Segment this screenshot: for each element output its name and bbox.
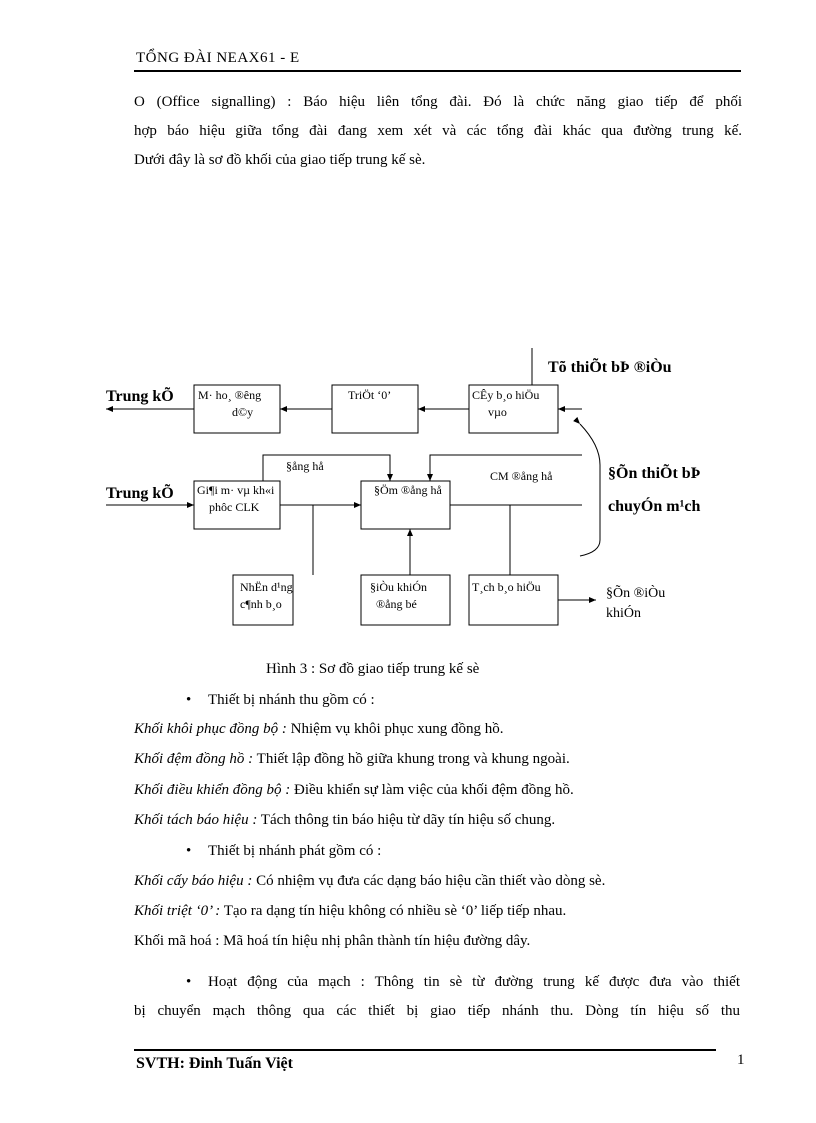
- switch-device-label-1: §Õn thiÕt bÞ: [608, 465, 701, 482]
- trunk-top-label: Trung kÕ: [106, 388, 174, 405]
- item-label: Khối điều khiển đồng bộ :: [134, 782, 291, 798]
- page-header-title: TỔNG ĐÀI NEAX61 - E: [136, 50, 300, 66]
- intro-line: hợp báo hiệu giữa tổng đài đang xem xét và các tổng đài khác qua đường trung kế.: [134, 123, 742, 139]
- footer-author: SVTH: Đinh Tuấn Việt: [136, 1055, 293, 1072]
- sync-control-label-1: §iÒu khiÓn: [370, 580, 427, 594]
- operation-line: bị chuyển mạch thông qua các thiết bị giao tiếp nhánh thu. Dòng tín hiệu số thu: [134, 1003, 740, 1019]
- intro-line: Dưới đây là sơ đồ khối của giao tiếp trung kế sè.: [134, 152, 426, 168]
- receive-item: [134, 782, 574, 799]
- receive-item: [134, 812, 555, 829]
- receive-heading: • Thiết bị nhánh thu gồm có :: [208, 692, 375, 709]
- receive-item: [134, 751, 570, 768]
- frame-sync-label-2: c¶nh b¸o: [240, 597, 282, 611]
- encoder-line: Khối mã hoá : Mã hoá tín hiệu nhị phân thành tín hiệu đường dây.: [134, 933, 531, 949]
- item-label: Khối cấy báo hiệu :: [134, 873, 253, 889]
- to-control-label-1: §Õn ®iÒu: [606, 586, 666, 601]
- trunk-bottom-label: Trung kÕ: [106, 485, 174, 502]
- intro-line: O (Office signalling) : Báo hiệu liên tổng đài. Đó là chức năng giao tiếp để phối: [134, 94, 742, 110]
- clock-line-label: §ång hå: [286, 459, 324, 473]
- item-label: Khối tách báo hiệu :: [134, 812, 258, 828]
- item-text: Nhiệm vụ khôi phục xung đồng hồ.: [286, 721, 504, 737]
- receive-item: [134, 721, 504, 738]
- operation-line: • Hoạt động của mạch : Thông tin sè từ đường trung kế được đưa vào thiết: [208, 968, 740, 997]
- encoder-label-2: d©y: [232, 405, 254, 419]
- sync-control-label-2: ®ång bé: [376, 597, 417, 611]
- page-number: 1: [737, 1052, 745, 1068]
- footer-rule: [134, 1049, 716, 1051]
- from-signal-device-label: Tõ thiÕt bÞ ®iÒu: [548, 359, 672, 376]
- item-text: Có nhiệm vụ đưa các dạng báo hiệu cần thiết vào dòng sè.: [252, 873, 606, 889]
- encoder-label-1: M· ho¸ ®êng: [198, 388, 262, 402]
- clock-buffer-label: §Öm ®ång hå: [374, 483, 442, 497]
- item-text: Tạo ra dạng tín hiệu không có nhiều sè ‘0’ liếp tiếp nhau.: [220, 903, 567, 919]
- decoder-label-2: phôc CLK: [209, 500, 260, 514]
- switch-device-label-2: chuyÓn m¹ch: [608, 498, 701, 515]
- to-control-label-2: khiÓn: [606, 606, 641, 621]
- item-text: Thiết lập đồng hồ giữa khung trong và khung ngoài.: [253, 751, 570, 767]
- operation-paragraph: [134, 968, 740, 1026]
- item-label: Khối khôi phục đồng bộ :: [134, 721, 287, 737]
- transmit-item: [134, 873, 605, 890]
- insert-label-2: vµo: [488, 405, 507, 419]
- insert-label-1: CÊy b¸o hiÖu: [472, 388, 540, 402]
- item-label: Khối đệm đồng hồ :: [134, 751, 254, 767]
- frame-sync-label-1: NhËn d¹ng: [240, 580, 293, 594]
- extract-label: T¸ch b¸o hiÖu: [472, 580, 541, 594]
- cm-clock-line-label: CM ®ång hå: [490, 469, 553, 483]
- item-text: Điều khiển sự làm việc của khối đệm đồng hồ.: [290, 782, 574, 798]
- item-label: Khối triệt ‘0’ :: [134, 903, 221, 919]
- triet-label: TriÖt ‘0’: [348, 388, 392, 402]
- transmit-item: [134, 903, 566, 920]
- item-text: Tách thông tin báo hiệu từ dãy tín hiệu số chung.: [257, 812, 556, 828]
- figure-caption: Hình 3 : Sơ đồ giao tiếp trung kế sè: [266, 661, 480, 677]
- decoder-label-1: Gi¶i m· vµ kh«i: [197, 483, 275, 497]
- transmit-heading: • Thiết bị nhánh phát gồm có :: [208, 843, 381, 860]
